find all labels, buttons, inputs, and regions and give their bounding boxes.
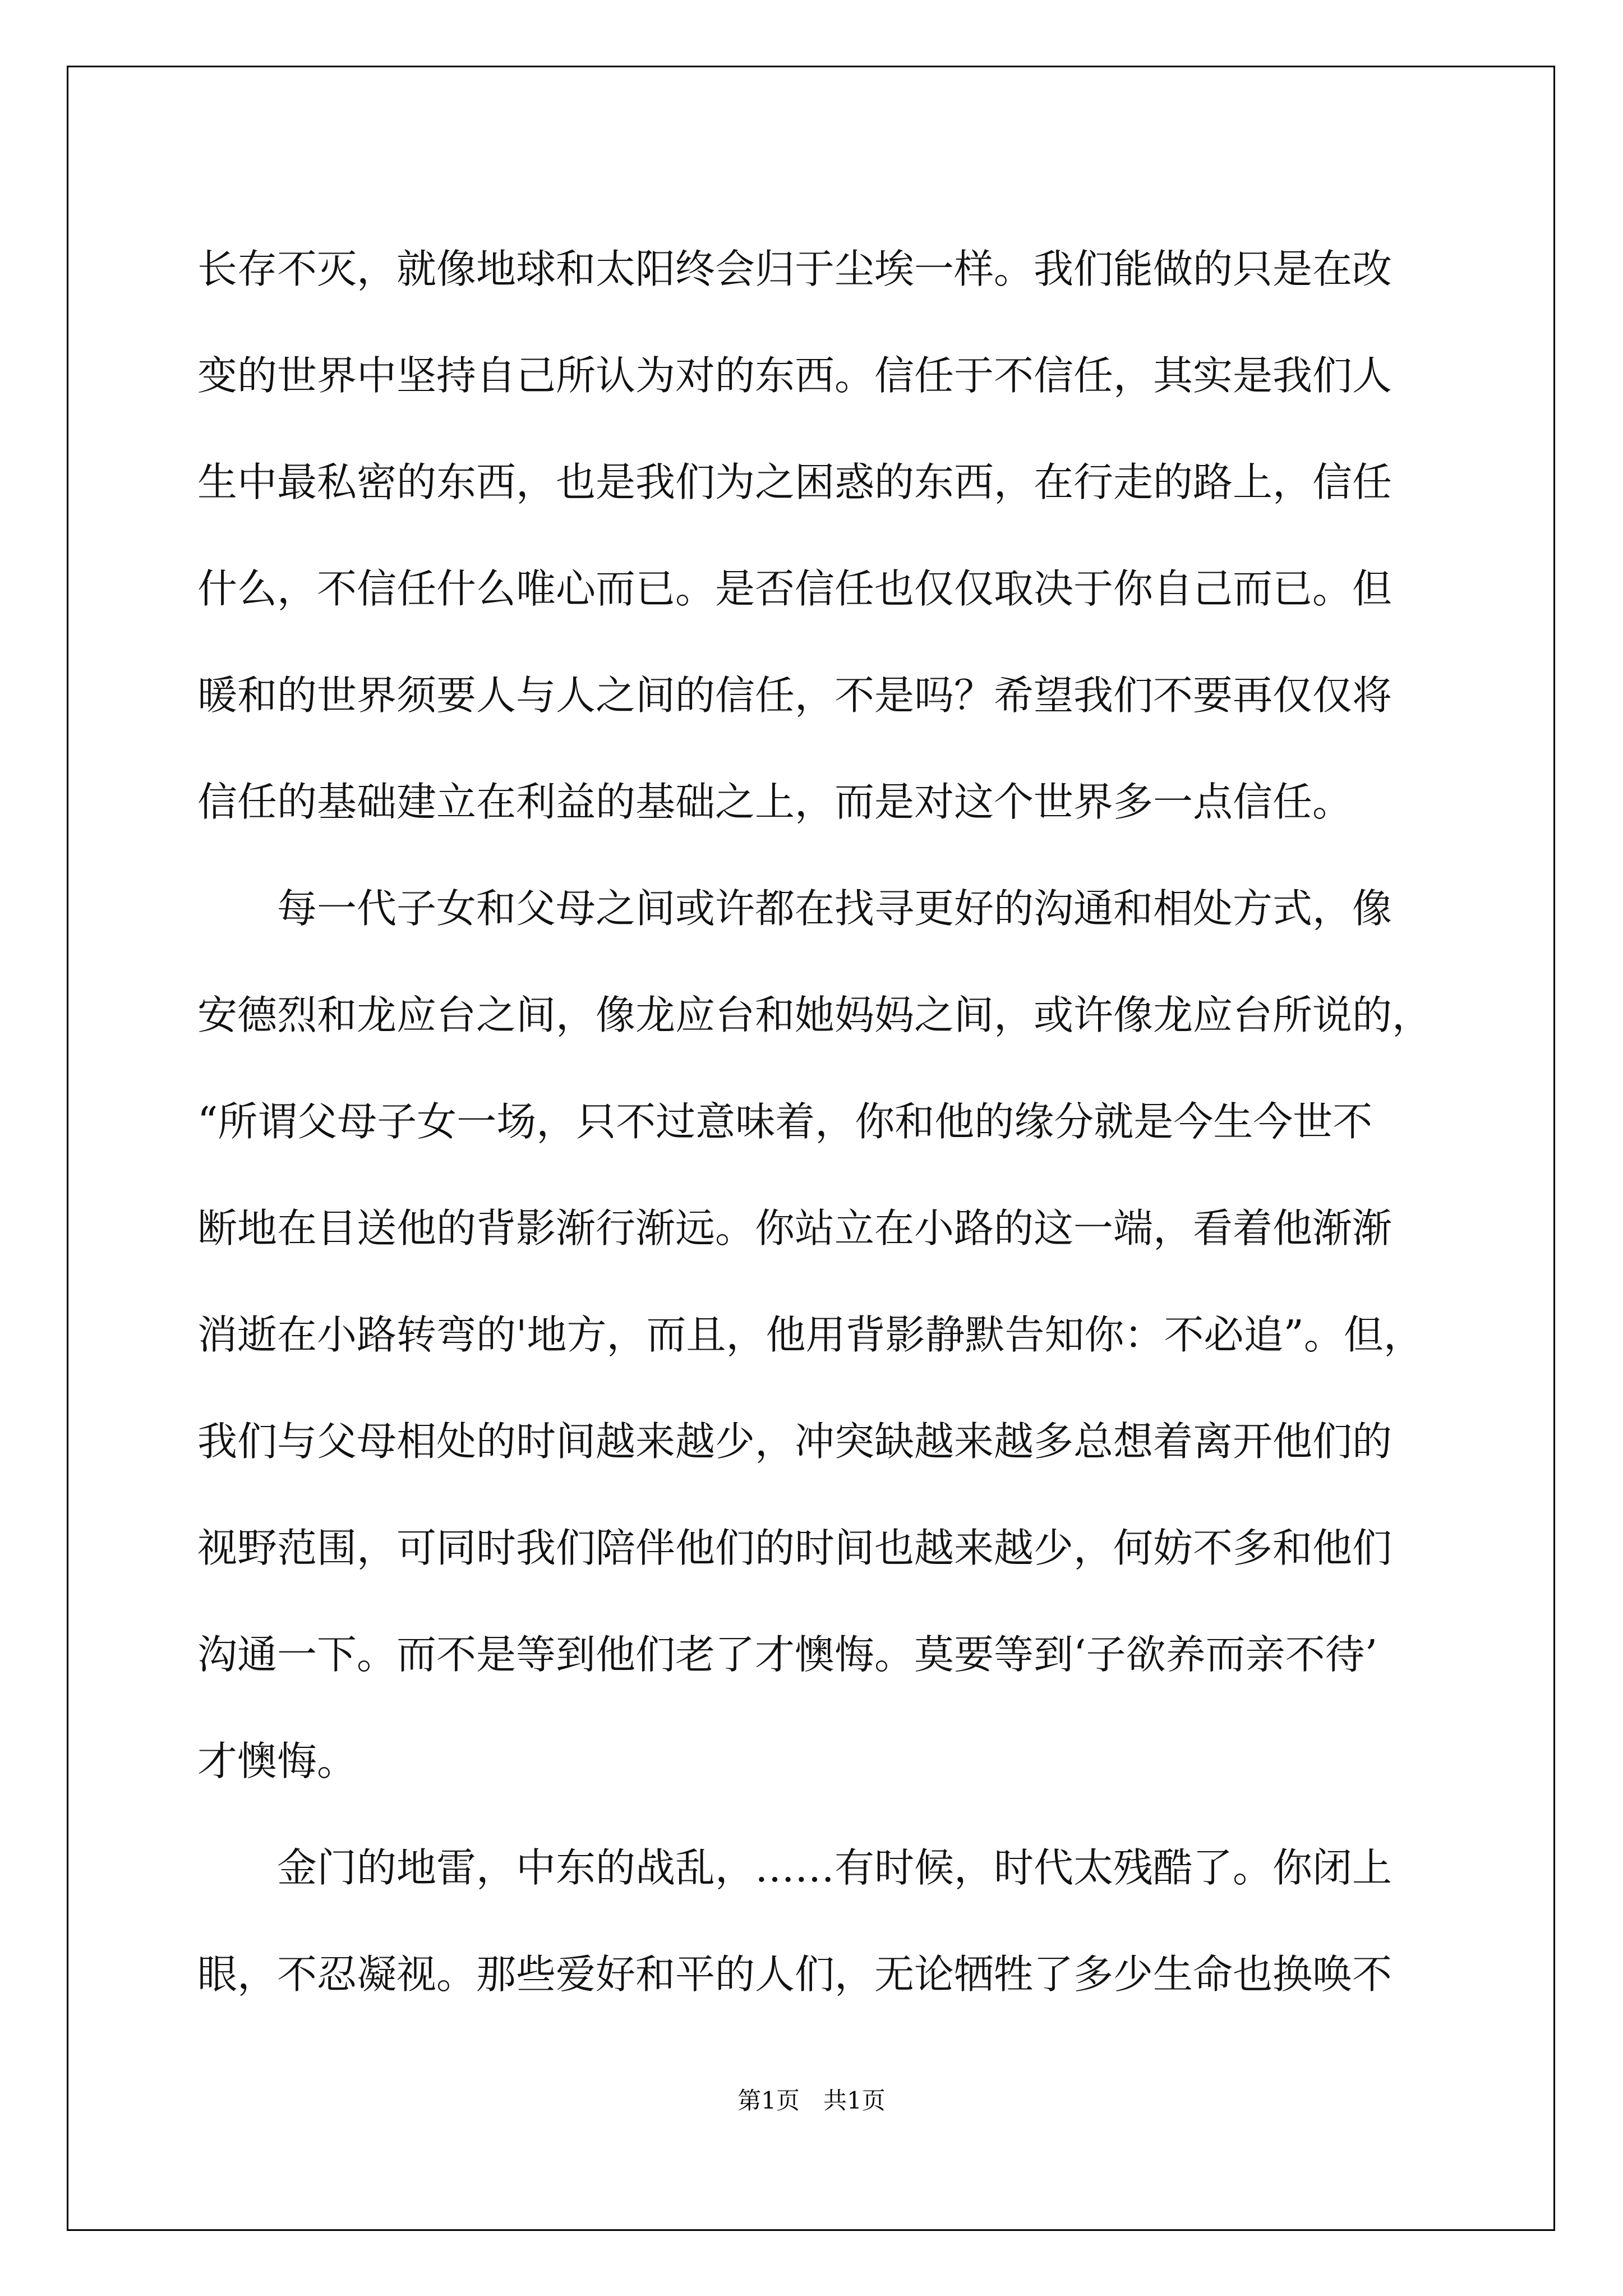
text-line: 视野范围，可同时我们陪伴他们的时间也越来越少，何妨不多和他们 — [197, 1525, 1393, 1571]
text-line: 变的世界中坚持自己所认为对的东西。信任于不信任，其实是我们人 — [197, 352, 1393, 399]
text-line: 安德烈和龙应台之间，像龙应台和她妈妈之间，或许像龙应台所说的， — [197, 992, 1432, 1038]
text-line: 暖和的世界须要人与人之间的信任，不是吗？希望我们不要再仅仅将 — [197, 672, 1393, 719]
text-line: 什么，不信任什么唯心而已。是否信任也仅仅取决于你自己而已。但 — [197, 565, 1393, 612]
text-line: 生中最私密的东西，也是我们为之困惑的东西，在行走的路上，信任 — [197, 459, 1393, 505]
document-body — [197, 216, 1431, 2028]
text-line: “所谓父母子女一场，只不过意味着，你和他的缘分就是今生今世不 — [197, 1098, 1373, 1145]
text-line: 消逝在小路转弯的'地方，而且，他用背影静默告知你：不必追”。但， — [197, 1312, 1423, 1358]
page-number: 第1页 共1页 — [737, 2087, 886, 2114]
text-line: 断地在目送他的背影渐行渐远。你站立在小路的这一端，看着他渐渐 — [197, 1205, 1393, 1251]
text-line: 眼，不忍凝视。那些爱好和平的人们，无论牺牲了多少生命也换唤不 — [197, 1951, 1393, 1998]
page-footer — [0, 2082, 1623, 2116]
text-line: 才懊悔。 — [197, 1738, 357, 1784]
text-line: 每一代子女和父母之间或许都在找寻更好的沟通和相处方式，像 — [197, 885, 1393, 932]
text-line: 沟通一下。而不是等到他们老了才懊悔。莫要等到‘子欲养而亲不待’ — [197, 1631, 1378, 1678]
text-line: 金门的地雷，中东的战乱，……有时候，时代太残酷了。你闭上 — [197, 1844, 1393, 1891]
text-line: 长存不灭，就像地球和太阳终会归于尘埃一样。我们能做的只是在改 — [197, 246, 1393, 292]
text-line: 我们与父母相处的时间越来越少，冲突缺越来越多总想着离开他们的 — [197, 1418, 1393, 1465]
text-line: 信任的基础建立在利益的基础之上，而是对这个世界多一点信任。 — [197, 779, 1353, 825]
